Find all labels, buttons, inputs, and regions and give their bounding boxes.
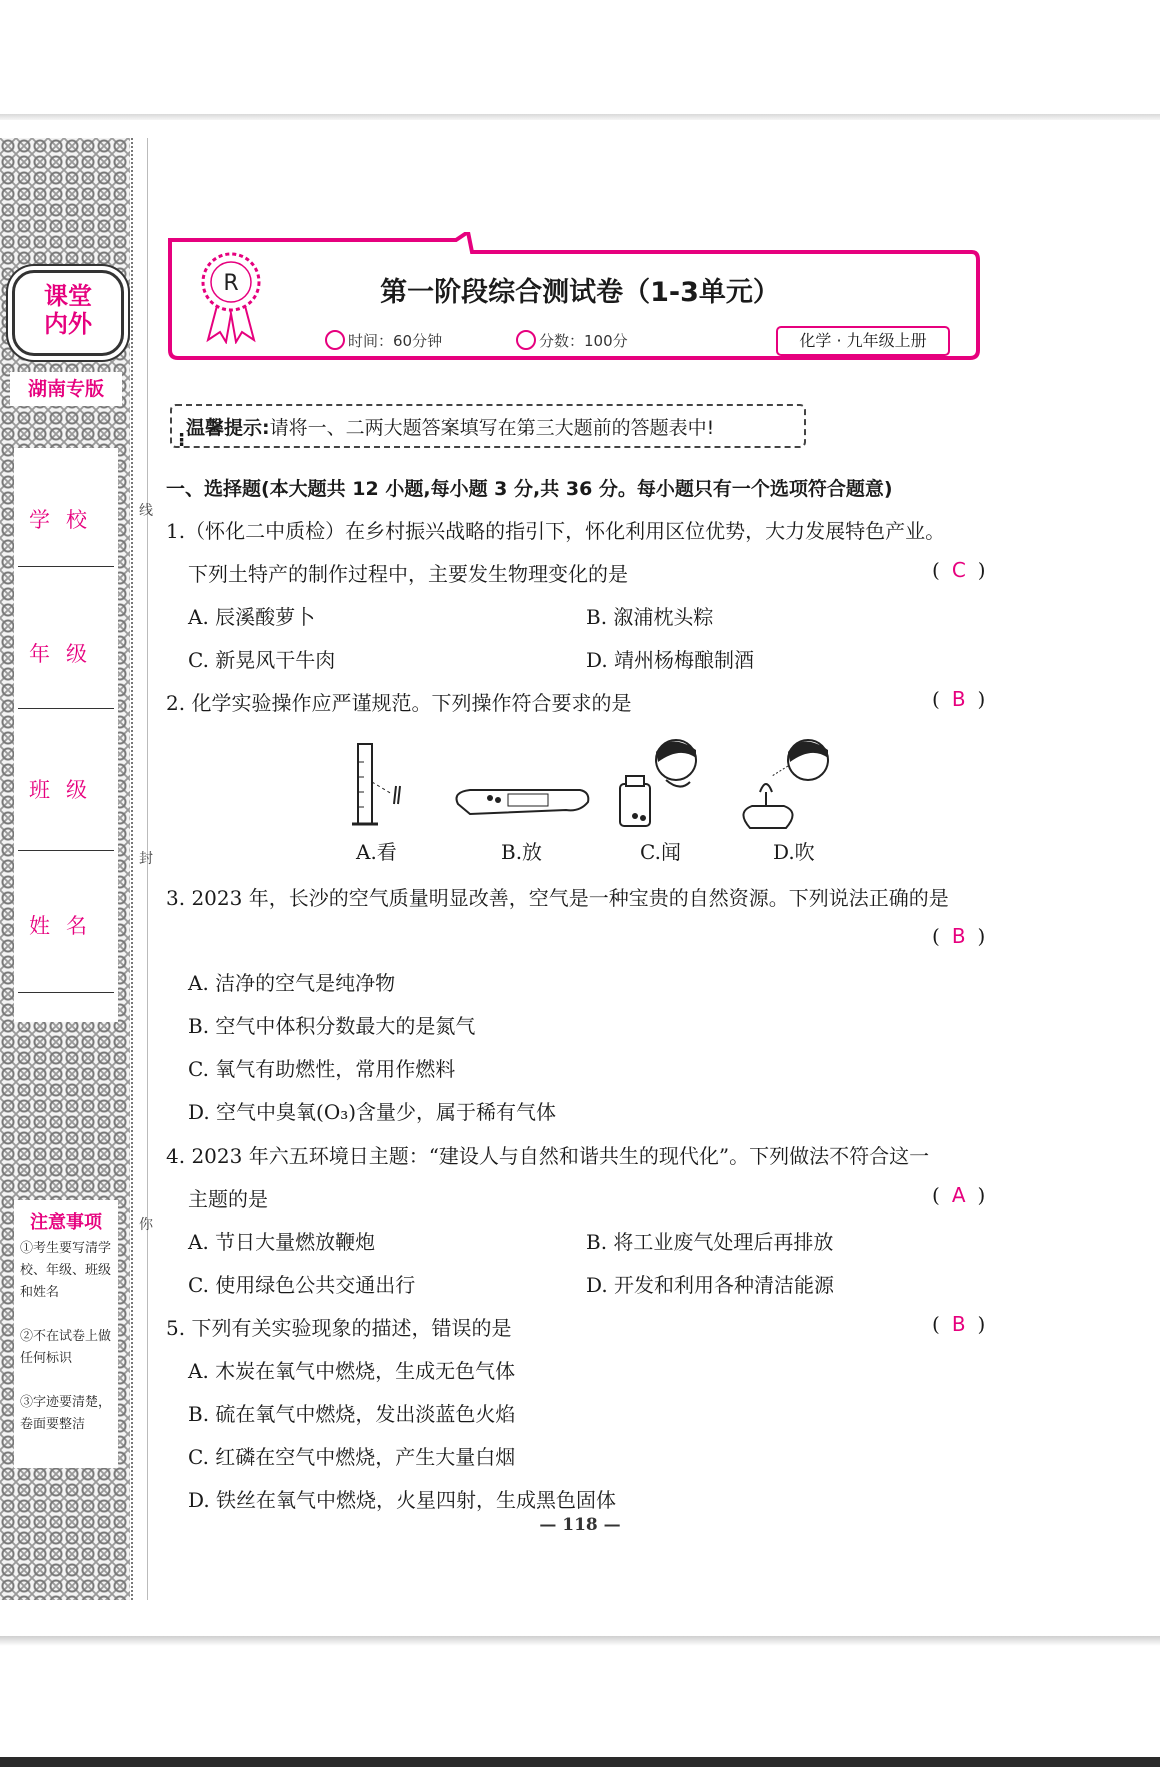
q1-option-b: B. 溆浦枕头粽 (586, 605, 714, 629)
q4-stem-line1: 4. 2023 年六五环境日主题：“建设人与自然和谐共生的现代化”。下列做法不符合这一 (166, 1144, 930, 1168)
tip-box (170, 404, 806, 451)
smelling-gas-icon (620, 740, 696, 826)
q4-answer-letter: A (951, 1183, 966, 1207)
binding-dotted-line (131, 138, 135, 1600)
q1-answer: ( C ) (932, 558, 986, 582)
time-info (325, 330, 442, 351)
graduated-cylinder-icon (352, 744, 400, 824)
page-bottom-shadow (0, 1636, 1160, 1646)
award-ribbon-icon (196, 252, 266, 344)
q5-option-b: B. 硫在氧气中燃烧，发出淡蓝色火焰 (188, 1402, 516, 1426)
name-line (18, 992, 114, 993)
q1-option-d: D. 靖州杨梅酿制酒 (586, 648, 755, 672)
q3-option-d: D. 空气中臭氧(O₃)含量少，属于稀有气体 (188, 1100, 557, 1124)
q3-answer: ( B ) (932, 924, 986, 948)
edition-label: 湖南专版 (10, 372, 122, 406)
q5-option-d: D. 铁丝在氧气中燃烧，火星四射，生成黑色固体 (188, 1488, 617, 1512)
q4-answer: ( A ) (932, 1183, 986, 1207)
q4-option-b: B. 将工业废气处理后再排放 (586, 1230, 834, 1254)
q3-option-b: B. 空气中体积分数最大的是氮气 (188, 1014, 476, 1038)
brand-logo (12, 270, 124, 356)
note-item: ②不在试卷上做任何标识 (20, 1329, 112, 1366)
page-number: — 118 — (539, 1515, 621, 1535)
q4-option-a: A. 节日大量燃放鞭炮 (188, 1230, 376, 1254)
q5-option-c: C. 红磷在空气中燃烧，产生大量白烟 (188, 1445, 516, 1469)
q2-caption-d: D.吹 (773, 840, 815, 864)
q2-figure (340, 732, 840, 832)
exam-title: 第一阶段综合测试卷（1-3单元） (380, 277, 780, 308)
blowing-lamp-icon (743, 740, 828, 828)
school-label: 学校 (29, 508, 103, 532)
q1-stem-line1: 1.（怀化二中质检）在乡村振兴战略的指引下，怀化利用区位优势，大力发展特色产业。 (166, 519, 946, 543)
notes-title: 注意事项 (30, 1212, 102, 1233)
q2-answer-letter: B (951, 687, 966, 711)
binding-mark-line: 线 (139, 503, 153, 519)
logo-line2: 内外 (44, 310, 92, 338)
binding-line (147, 138, 148, 1600)
binding-mark-you: 你 (139, 1217, 153, 1233)
class-line (18, 850, 114, 851)
bottom-bar (0, 1757, 1160, 1767)
q5-option-a: A. 木炭在氧气中燃烧，生成无色气体 (188, 1359, 516, 1383)
binding-mark-seal: 封 (139, 851, 153, 867)
q2-caption-a: A.看 (356, 840, 397, 864)
score-info (516, 330, 628, 351)
q2-caption-c: C.闻 (640, 840, 681, 864)
score-text: 分数：100分 (539, 332, 628, 350)
q2-answer: ( B ) (932, 687, 986, 711)
badge-letter: R (223, 271, 239, 296)
q3-option-a: A. 洁净的空气是纯净物 (188, 971, 396, 995)
q3-answer-letter: B (951, 924, 966, 948)
subject-tag: 化学 · 九年级上册 (776, 326, 950, 356)
q5-answer-letter: B (951, 1312, 966, 1336)
time-text: 时间：60分钟 (348, 332, 443, 350)
q1-stem-line2: 下列土特产的制作过程中，主要发生物理变化的是 (188, 562, 628, 586)
tip-label: 温馨提示: (186, 417, 270, 439)
q5-stem: 5. 下列有关实验现象的描述，错误的是 (166, 1316, 512, 1340)
test-tube-icon (457, 790, 589, 814)
logo-line1: 课堂 (44, 282, 92, 310)
notes-box (14, 1200, 118, 1468)
q2-caption-b: B.放 (501, 840, 543, 864)
hourglass-icon (325, 330, 345, 350)
note-item: ①考生要写清学校、年级、班级和姓名 (20, 1241, 112, 1300)
q3-stem: 3. 2023 年，长沙的空气质量明显改善，空气是一种宝贵的自然资源。下列说法正确的是 (166, 886, 949, 910)
grade-line (18, 708, 114, 709)
tip-bullet: ⁝ (178, 429, 186, 451)
q5-answer: ( B ) (932, 1312, 986, 1336)
name-label: 姓名 (29, 914, 103, 938)
q4-option-c: C. 使用绿色公共交通出行 (188, 1273, 416, 1297)
q1-option-c: C. 新晃风干牛肉 (188, 648, 336, 672)
section-heading: 一、选择题(本大题共 12 小题,每小题 3 分,共 36 分。每小题只有一个选项符合题意) (166, 478, 893, 500)
top-margin (0, 0, 1160, 118)
check-icon (516, 330, 536, 350)
q2-stem: 2. 化学实验操作应严谨规范。下列操作符合要求的是 (166, 691, 632, 715)
note-item: ③字迹要清楚，卷面要整洁 (20, 1395, 112, 1432)
q1-option-a: A. 辰溪酸萝卜 (188, 605, 316, 629)
q1-answer-letter: C (951, 558, 966, 582)
tip-text: 请将一、二两大题答案填写在第三大题前的答题表中! (269, 417, 715, 439)
grade-label: 年级 (29, 642, 103, 666)
class-label: 班级 (29, 778, 103, 802)
q4-option-d: D. 开发和利用各种清洁能源 (586, 1273, 835, 1297)
q3-option-c: C. 氧气有助燃性，常用作燃料 (188, 1057, 456, 1081)
student-info-box (14, 448, 118, 1022)
q4-stem-line2: 主题的是 (188, 1187, 268, 1211)
school-line (18, 566, 114, 567)
